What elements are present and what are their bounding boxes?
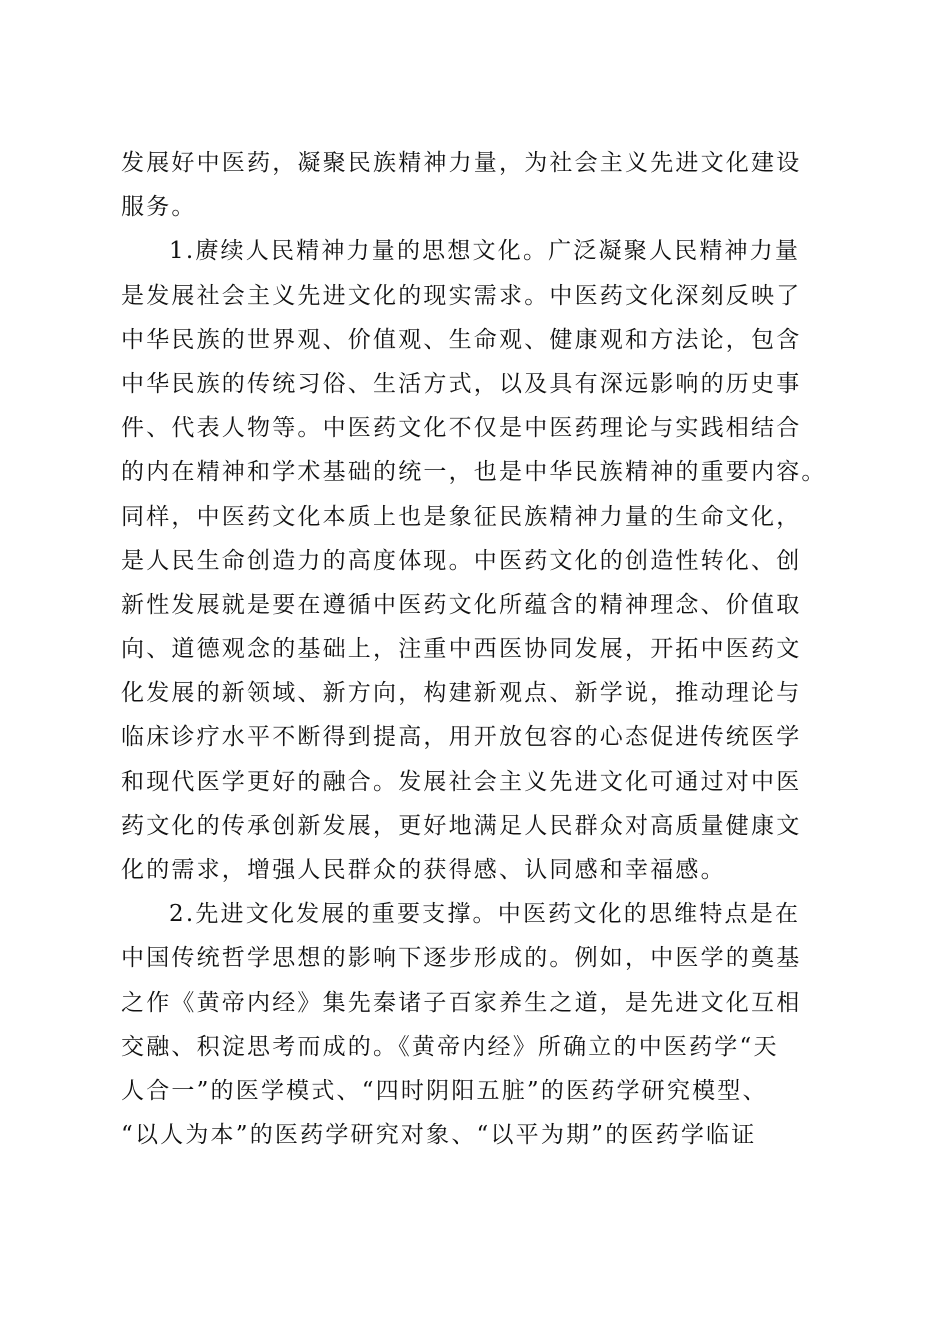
text-line: 人合一”的医学模式、“四时阴阳五脏”的医药学研究模型、 — [121, 1077, 768, 1104]
text-line: 发展好中医药，凝聚民族精神力量，为社会主义先进文化建设 — [121, 150, 802, 176]
section-heading-line: 1.赓续人民精神力量的思想文化。广泛凝聚人民精神力量 — [169, 238, 801, 265]
text-line: 药文化的传承创新发展，更好地满足人民群众对高质量健康文 — [121, 812, 802, 839]
text-line: 交融、积淀思考而成的。《黄帝内经》所确立的中医药学“天 — [121, 1033, 779, 1060]
text-line: 新性发展就是要在遵循中医药文化所蕴含的精神理念、价值取 — [121, 591, 802, 618]
text-line: 向、道德观念的基础上，注重中西医协同发展，开拓中医药文 — [121, 636, 802, 663]
text-line: 和现代医学更好的融合。发展社会主义先进文化可通过对中医 — [121, 768, 802, 795]
text-line: “以人为本”的医药学研究对象、“以平为期”的医药学临证 — [121, 1122, 757, 1149]
text-line: 是发展社会主义先进文化的现实需求。中医药文化深刻反映了 — [121, 282, 802, 309]
text-line: 服务。 — [121, 194, 197, 221]
text-line: 是人民生命创造力的高度体现。中医药文化的创造性转化、创 — [121, 547, 802, 574]
text-line: 临床诊疗水平不断得到提高，用开放包容的心态促进传统医学 — [121, 724, 802, 751]
body-text — [121, 141, 841, 1157]
text-line: 之作《黄帝内经》集先秦诸子百家养生之道，是先进文化互相 — [121, 989, 802, 1016]
text-line: 件、代表人物等。中医药文化不仅是中医药理论与实践相结合 — [121, 415, 802, 442]
text-line: 化的需求，增强人民群众的获得感、认同感和幸福感。 — [121, 857, 726, 883]
text-line: 中国传统哲学思想的影响下逐步形成的。例如，中医学的奠基 — [121, 945, 802, 972]
text-line: 中华民族的世界观、价值观、生命观、健康观和方法论，包含 — [121, 326, 802, 353]
text-line: 化发展的新领域、新方向，构建新观点、新学说，推动理论与 — [121, 680, 802, 707]
text-line: 同样，中医药文化本质上也是象征民族精神力量的生命文化， — [121, 503, 802, 530]
text-line: 中华民族的传统习俗、生活方式，以及具有深远影响的历史事 — [121, 370, 802, 397]
section-heading-line: 2.先进文化发展的重要支撑。中医药文化的思维特点是在 — [169, 901, 801, 928]
text-line: 的内在精神和学术基础的统一，也是中华民族精神的重要内容。 — [121, 459, 827, 486]
